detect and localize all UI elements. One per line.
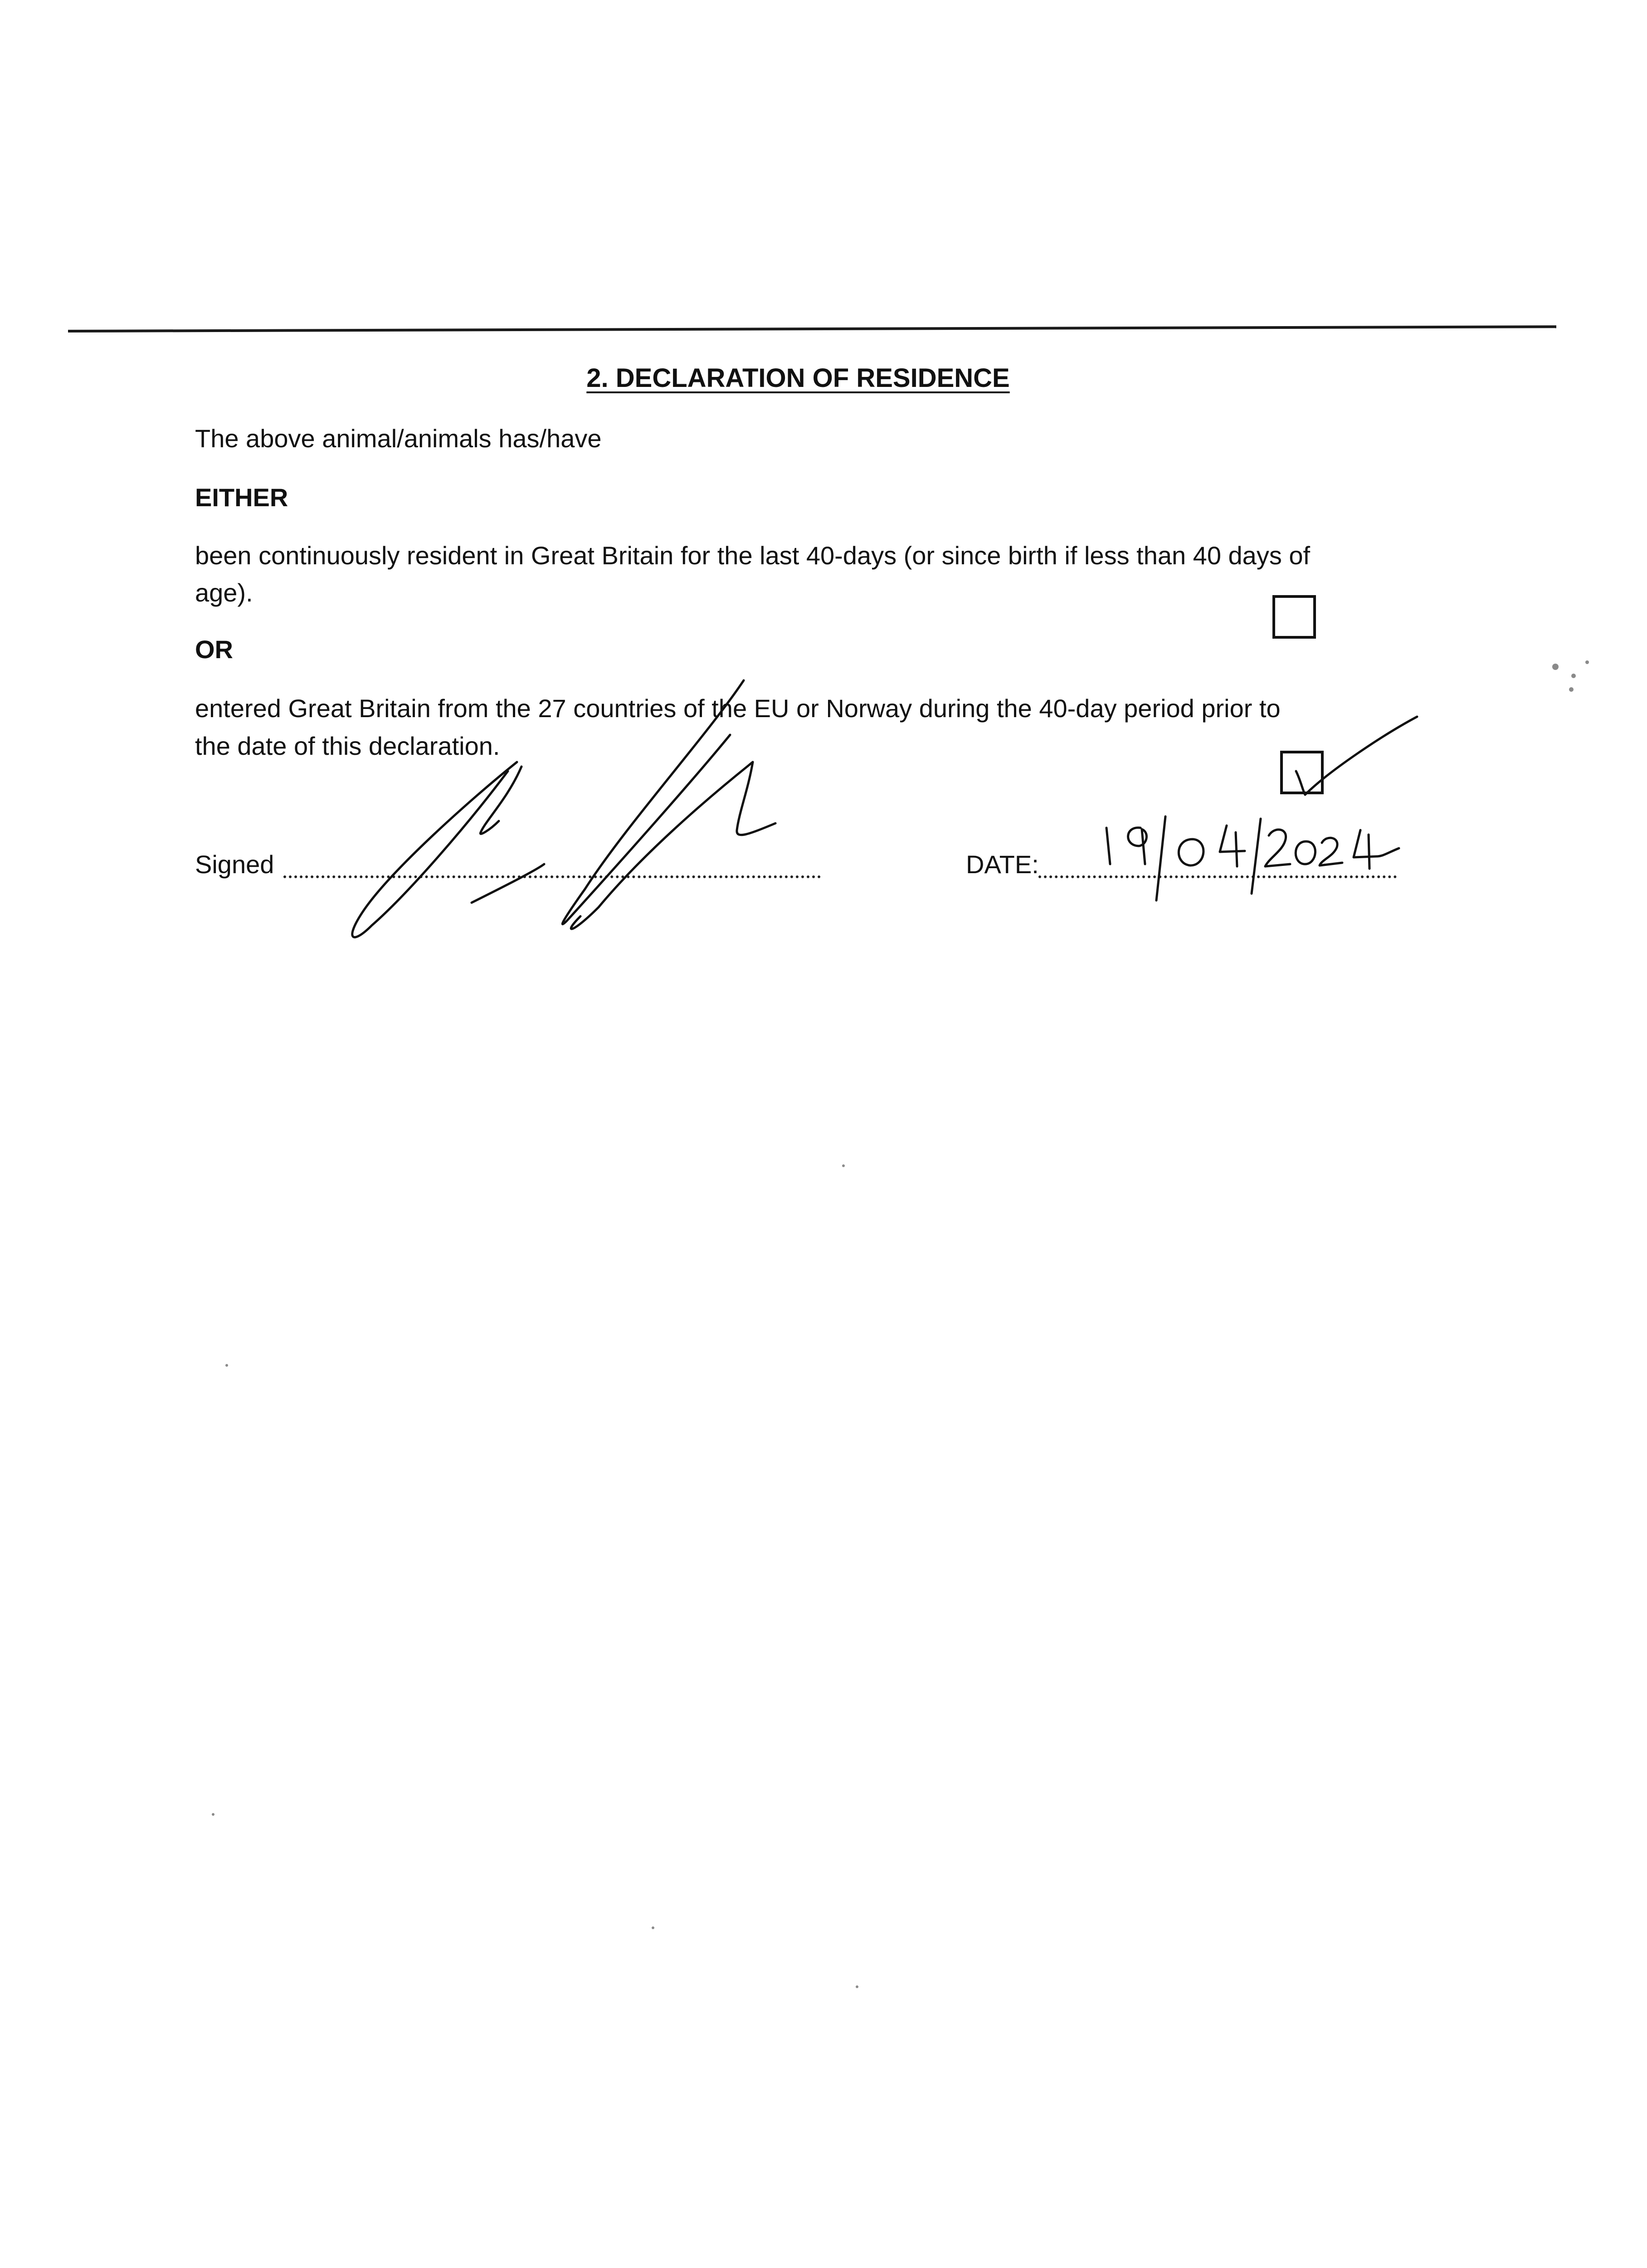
either-text-line1: been continuously resident in Great Britain for the last 40-days (or since birth if less than 40 days of [195, 541, 1311, 570]
either-checkbox[interactable] [1272, 595, 1316, 639]
signed-label: Signed [195, 850, 274, 879]
signature-dotted-line [283, 875, 821, 878]
date-label: DATE: [966, 850, 1039, 879]
section-heading: 2. DECLARATION OF RESIDENCE [586, 363, 1010, 393]
or-text-line2: the date of this declaration. [195, 732, 500, 760]
either-text-line2: age). [195, 578, 253, 607]
either-label: EITHER [195, 483, 288, 512]
scan-specks [212, 660, 1589, 1988]
top-divider-line [68, 325, 1556, 332]
or-label: OR [195, 635, 233, 664]
or-text-line1: entered Great Britain from the 27 countries of the EU or Norway during the 40-day period prior to [195, 694, 1281, 723]
handwritten-date [1106, 816, 1399, 900]
date-dotted-line [1038, 875, 1397, 878]
intro-text: The above animal/animals has/have [195, 424, 602, 453]
or-checkbox[interactable] [1280, 751, 1324, 794]
